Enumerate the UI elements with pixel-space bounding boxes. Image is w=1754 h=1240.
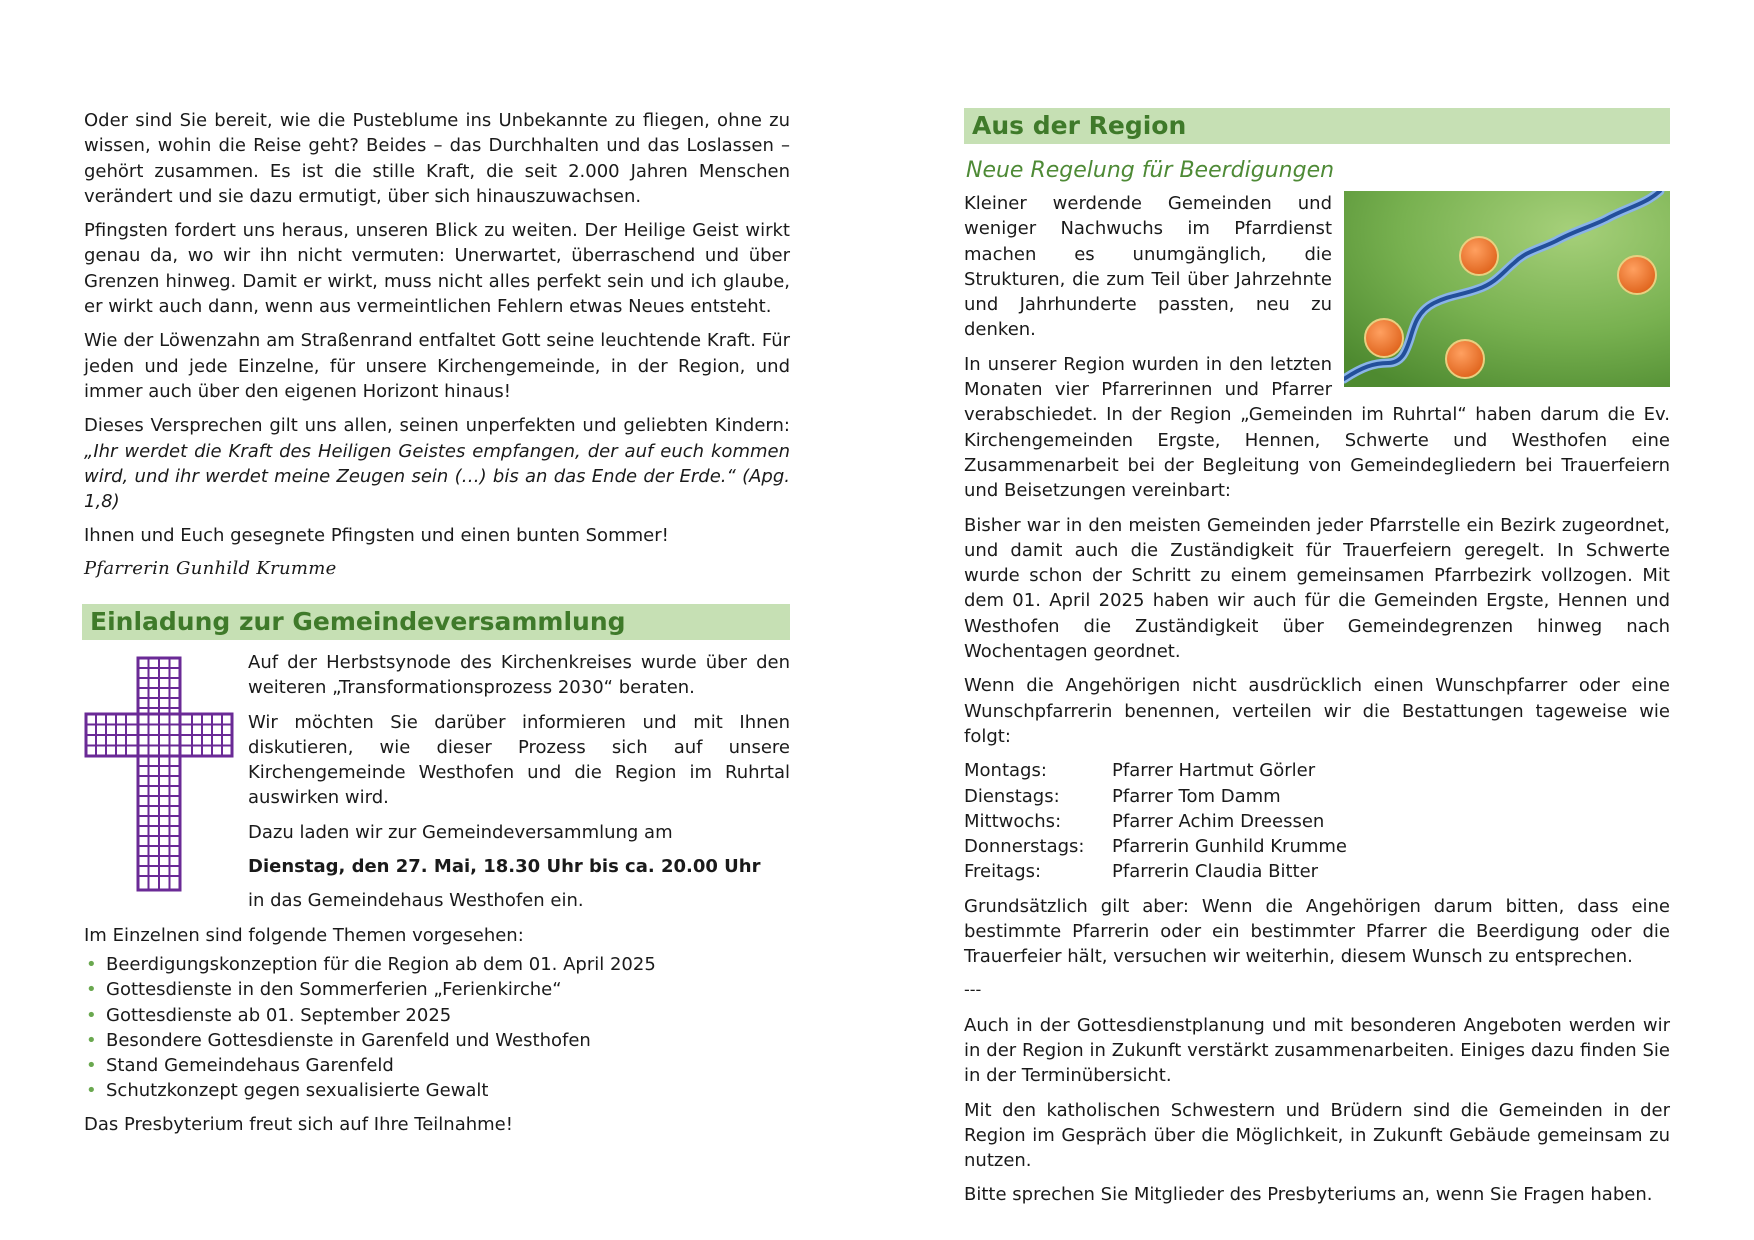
topics-list: [86, 952, 790, 1104]
schedule-pastor: Pfarrerin Claudia Bitter: [1112, 861, 1319, 883]
einladung-paragraph-4: in das Gemeindehaus Westhofen ein.: [248, 890, 584, 912]
einladung-paragraph-2: Wir möchten Sie darüber informieren und mit Ihnen diskutieren, wie dieser Prozess sich auf unsere Kirchengemeinde Westhofen und die Region im Ruhrtal auswirken wird.: [248, 711, 790, 809]
region-paragraph-4: Wenn die Angehörigen nicht ausdrücklich einen Wunschpfarrer oder eine Wunschpfarrerin benennen, verteilen wir die Bestattungen tageweise wie folgt:: [964, 675, 1670, 747]
list-item: • Stand Gemeindehaus Garenfeld: [86, 1053, 790, 1078]
promise-paragraph: [84, 413, 790, 514]
intro-paragraph-3: Wie der Löwenzahn am Straßenrand entfaltet Gott seine leuchtende Kraft. Für jeden und jede Einzelne, für unsere Kirchengemeinde, in der Region, und immer auch über den eigenen Horizont hinaus!: [84, 330, 790, 402]
region-paragraph-6: Auch in der Gottesdienstplanung und mit besonderen Angeboten werden wir in der Region in Zukunft verstärkt zusammenarbeiten. Einiges dazu finden Sie in der Terminübersicht.: [964, 1014, 1670, 1087]
schedule-day: Donnerstags:: [964, 836, 1085, 858]
schedule-day: Dienstags:: [964, 785, 1060, 807]
region-title: Aus der Region: [964, 108, 1670, 144]
promise-intro: Dieses Versprechen gilt uns allen, seinen unperfekten und geliebten Kindern:: [84, 415, 790, 437]
pentecost-letter: [84, 108, 790, 579]
meeting-date: Dienstag, den 27. Mai, 18.30 Uhr bis ca. 20.00 Uhr: [248, 856, 761, 878]
einladung-title: Einladung zur Gemeindeversammlung: [82, 604, 790, 640]
schedule-row: [964, 784, 1670, 809]
schedule-day: Mittwochs:: [964, 810, 1062, 832]
location-marker: [1446, 340, 1484, 378]
einladung-date: [248, 854, 790, 879]
schedule-day: Freitags:: [964, 861, 1042, 883]
signature: Pfarrerin Gunhild Krumme: [84, 557, 337, 579]
schedule-pastor: Pfarrerin Gunhild Krumme: [1112, 836, 1347, 858]
list-item: • Schutzkonzept gegen sexualisierte Gewalt: [86, 1078, 790, 1103]
location-marker: [1365, 319, 1403, 357]
location-marker: [1460, 237, 1498, 275]
location-marker: [1618, 256, 1656, 294]
topics-block: [84, 923, 790, 1137]
schedule-row: [964, 809, 1670, 834]
einladung-paragraph-3: Dazu laden wir zur Gemeindeversammlung am: [248, 821, 673, 843]
schedule-day: Montags:: [964, 760, 1047, 782]
promise-quote: „Ihr werdet die Kraft des Heiligen Geistes empfangen, der auf euch kommen wird, und ihr werdet meine Zeugen sein (…) bis an das Ende der Erde.“ (Apg. 1,8): [84, 440, 790, 513]
einladung-paragraph-1: Auf der Herbstsynode des Kirchenkreises wurde über den weiteren „Transformationsprozess 2030“ beraten.: [248, 652, 790, 699]
region-paragraph-7: Mit den katholischen Schwestern und Brüdern sind die Gemeinden in der Region im Gespräch über die Möglichkeit, in Zukunft Gebäude gemeinsam zu nutzen.: [964, 1099, 1670, 1172]
region-paragraph-3: Bisher war in den meisten Gemeinden jeder Pfarrstelle ein Bezirk zugeordnet, und damit auch die Zuständigkeit für Trauerfeiern geregelt. In Schwerte wurde schon der Schritt zu einem gemeinsamen Pfarrbezirk vollzogen. Mit dem 01. April 2025 haben wir auch für die Gemeinden Ergste, Hennen und Westhofen die Zuständigkeit über Gemeindegrenzen hinweg nach Wochentagen geordnet.: [964, 514, 1670, 663]
intro-paragraph-2: Pfingsten fordert uns heraus, unseren Blick zu weiten. Der Heilige Geist wirkt genau da, wo wir ihn nicht vermuten: Unerwartet, überraschend und über Grenzen hinweg. Damit er wirkt, muss nicht alles perfekt sein und ich glaube, er wirkt auch dann, wenn aus vermeintlichen Fehlern etwas Neues entsteht.: [84, 220, 790, 318]
list-item: • Besondere Gottesdienste in Garenfeld und Westhofen: [86, 1028, 790, 1053]
einladung-body: [82, 650, 790, 1137]
region-paragraph-1: Kleiner werdende Gemeinden und weniger Nachwuchs im Pfarrdienst machen es unumgänglich, die Strukturen, die zum Teil über Jahrzehnte und Jahrhunderte passten, neu zu denken.: [964, 193, 1332, 341]
schedule-row: [964, 834, 1670, 859]
region-map-illustration: [1344, 191, 1670, 387]
region-paragraph-2: In unserer Region wurden in den letzten Monaten vier Pfarrerinnen und Pfarrer verabschiedet. In der Region „Gemeinden im Ruhrtal“ haben darum die Ev. Kirchengemeinden Ergste, Hennen, Schwerte und Westhofen eine Zusammenarbeit bei der Begleitung von Gemeindegliedern bei Trauerfeiern und Beisetzungen vereinbart:: [964, 353, 1670, 502]
einladung-section: [82, 604, 790, 1146]
region-section: [964, 108, 1670, 1217]
greeting: Ihnen und Euch gesegnete Pfingsten und einen bunten Sommer!: [84, 525, 669, 547]
topics-intro: Im Einzelnen sind folgende Themen vorgesehen:: [84, 924, 524, 946]
einladung-closing: Das Presbyterium freut sich auf Ihre Teilnahme!: [84, 1113, 513, 1135]
region-paragraph-8: Bitte sprechen Sie Mitglieder des Presbyteriums an, wenn Sie Fragen haben.: [964, 1184, 1653, 1206]
region-paragraph-5: Grundsätzlich gilt aber: Wenn die Angehörigen darum bitten, dass eine bestimmte Pfarrerin oder ein bestimmter Pfarrer die Beerdigung oder die Trauerfeier hält, versuchen wir weiterhin, diesem Wunsch zu entsprechen.: [964, 895, 1670, 968]
list-item: • Gottesdienste in den Sommerferien „Ferienkirche“: [86, 977, 790, 1002]
burial-schedule: [964, 758, 1670, 884]
schedule-pastor: Pfarrer Tom Damm: [1112, 785, 1281, 807]
intro-paragraph-1: Oder sind Sie bereit, wie die Pusteblume ins Unbekannte zu fliegen, ohne zu wissen, wohin die Reise geht? Beides – das Durchhalten und das Loslassen – gehört zusammen. Es ist die stille Kraft, die seit 2.000 Jahren Menschen verändert und sie dazu ermutigt, über sich hinauszuwachsen.: [84, 110, 790, 207]
schedule-row: [964, 758, 1670, 783]
schedule-row: [964, 859, 1670, 884]
list-item: • Beerdigungskonzeption für die Region ab dem 01. April 2025: [86, 952, 790, 977]
separator: ---: [964, 979, 982, 999]
list-item: • Gottesdienste ab 01. September 2025: [86, 1003, 790, 1028]
region-subtitle: Neue Regelung für Beerdigungen: [966, 158, 1335, 183]
cross-icon: [84, 656, 234, 892]
schedule-pastor: Pfarrer Achim Dreessen: [1112, 810, 1325, 832]
schedule-pastor: Pfarrer Hartmut Görler: [1112, 760, 1316, 782]
einladung-text: [248, 650, 790, 914]
